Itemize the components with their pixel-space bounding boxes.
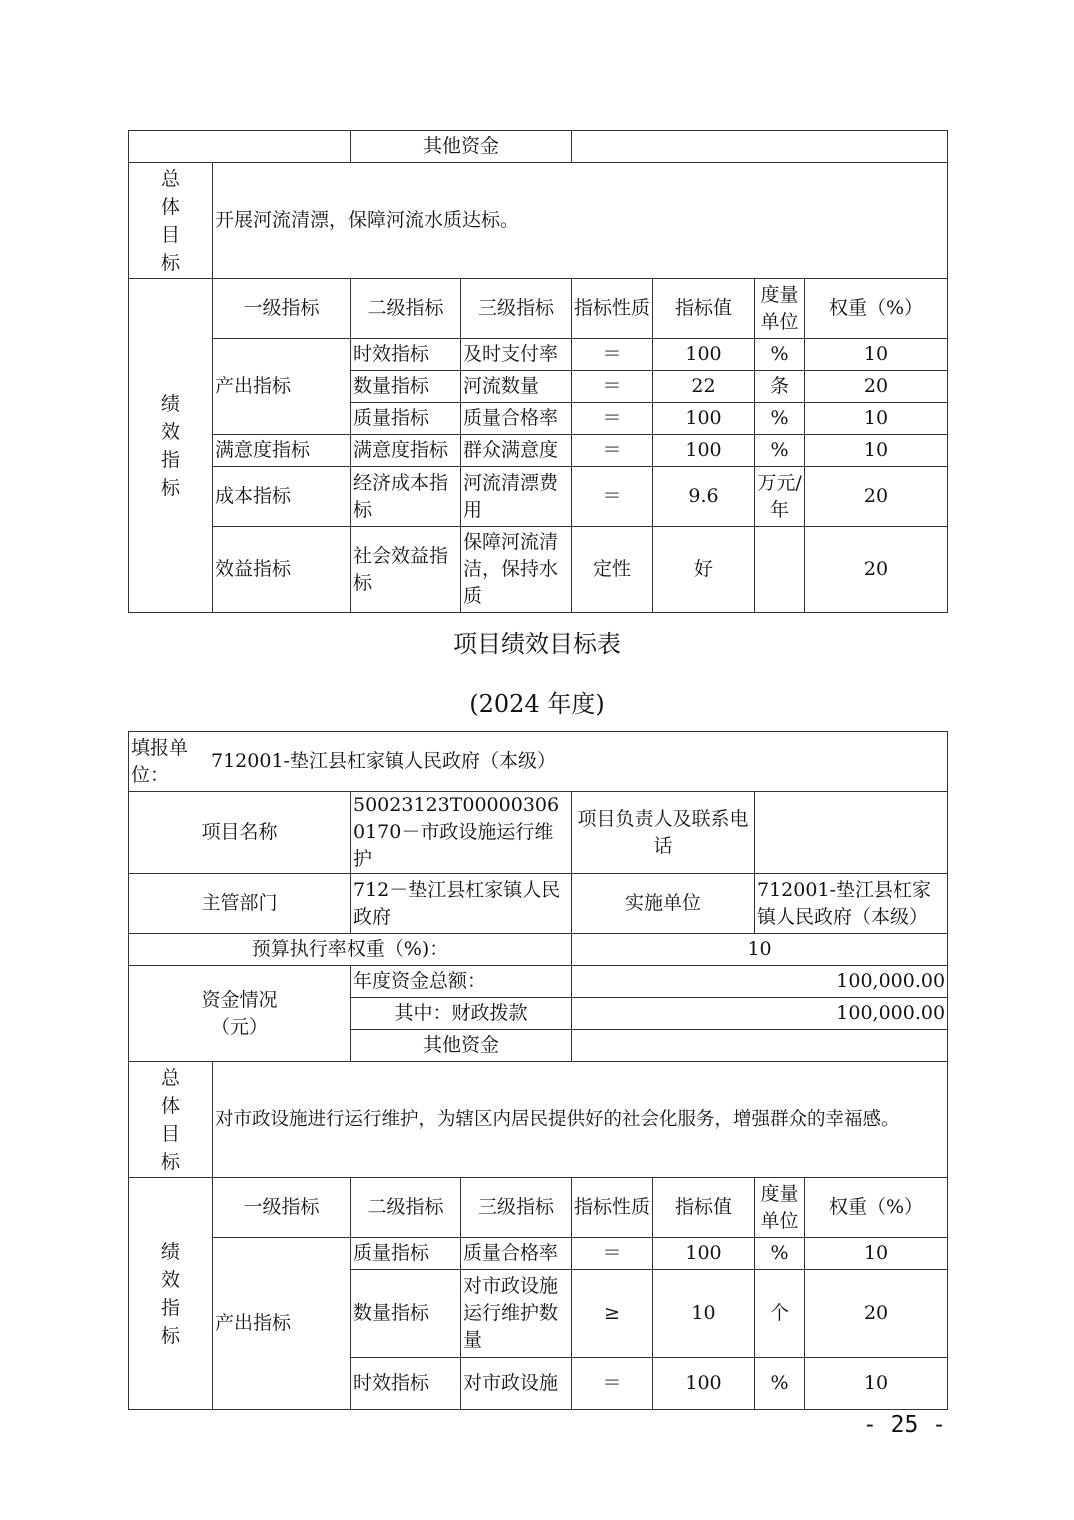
cell-nature: ＝: [572, 435, 653, 467]
cell-value: 22: [653, 371, 755, 403]
perf-label-2: [129, 1178, 213, 1410]
cell-value: 100: [653, 1358, 755, 1410]
table-row: [129, 1238, 948, 1270]
cell-l3: 及时支付率: [461, 339, 572, 371]
header-l2: 二级指标: [351, 279, 461, 339]
cell-weight: 20: [805, 527, 948, 613]
header-value: 指标值: [653, 279, 755, 339]
cell-value: 100: [653, 339, 755, 371]
annual-total-label: 年度资金总额：: [351, 966, 572, 998]
fill-unit-row: [129, 732, 948, 792]
fiscal-label: 其中：财政拨款: [351, 998, 572, 1030]
other-funds-value-2: [572, 1030, 948, 1062]
impl-label: 实施单位: [572, 874, 755, 934]
table-row: [129, 435, 948, 467]
cell-nature: ＝: [572, 1238, 653, 1270]
cell-l2: 质量指标: [351, 403, 461, 435]
perf-label: [129, 279, 213, 613]
other-funds-label: 其他资金: [351, 131, 572, 163]
cell-value: 100: [653, 435, 755, 467]
blank-cell: [129, 131, 351, 163]
cell-l1: 满意度指标: [213, 435, 351, 467]
cell-weight: 10: [805, 435, 948, 467]
cell-unit: %: [755, 1358, 805, 1410]
cell-l2: 满意度指标: [351, 435, 461, 467]
cell-value: 10: [653, 1270, 755, 1358]
cell-weight: 20: [805, 1270, 948, 1358]
header-weight: 权重（%）: [805, 279, 948, 339]
funds-label-text: 资金情况 （元）: [201, 988, 278, 1038]
header-unit: 度量单位: [755, 1178, 805, 1238]
cell-l3: 河流清漂费用: [461, 467, 572, 527]
header-l2: 二级指标: [351, 1178, 461, 1238]
leader-label: 项目负责人及联系电话: [572, 792, 755, 874]
overall-goal-label-2: [129, 1062, 213, 1178]
page-title: 项目绩效目标表: [453, 630, 621, 658]
cell-value: 100: [653, 1238, 755, 1270]
dept-label: 主管部门: [129, 874, 351, 934]
project-name-label: 项目名称: [129, 792, 351, 874]
cell-nature: ≥: [572, 1270, 653, 1358]
cell-unit: 条: [755, 371, 805, 403]
cell-nature: ＝: [572, 339, 653, 371]
cell-weight: 20: [805, 371, 948, 403]
cell-nature: ＝: [572, 1358, 653, 1410]
cell-l3: 河流数量: [461, 371, 572, 403]
header-nature: 指标性质: [572, 279, 653, 339]
table-row: [129, 467, 948, 527]
leader-value: [755, 792, 948, 874]
cell-unit: %: [755, 403, 805, 435]
cell-weight: 10: [805, 339, 948, 371]
annual-total-value: 100,000.00: [572, 966, 948, 998]
table-row: [129, 339, 948, 371]
cell-unit: [755, 527, 805, 613]
page-number: - 25 -: [862, 1412, 946, 1438]
cell-weight: 10: [805, 1358, 948, 1410]
perf-label-2-text: 绩 效 指 标: [160, 1240, 180, 1347]
cell-l1: 效益指标: [213, 527, 351, 613]
cell-l3: 质量合格率: [461, 403, 572, 435]
cell-nature: 定性: [572, 527, 653, 613]
cell-unit: 万元/年: [755, 467, 805, 527]
cell-weight: 10: [805, 403, 948, 435]
cell-l3: 群众满意度: [461, 435, 572, 467]
header-value: 指标值: [653, 1178, 755, 1238]
cell-l1: 产出指标: [213, 339, 351, 435]
header-l3: 三级指标: [461, 279, 572, 339]
funds-label: [129, 966, 351, 1062]
cell-l2: 质量指标: [351, 1238, 461, 1270]
overall-goal-text-2: 对市政设施进行运行维护，为辖区内居民提供好的社会化服务，增强群众的幸福感。: [213, 1062, 948, 1178]
cell-value: 100: [653, 403, 755, 435]
other-funds-label-2: 其他资金: [351, 1030, 572, 1062]
header-nature: 指标性质: [572, 1178, 653, 1238]
cell-l1: 产出指标: [213, 1238, 351, 1410]
fiscal-value: 100,000.00: [572, 998, 948, 1030]
other-funds-value: [572, 131, 948, 163]
budget-rate-label: 预算执行率权重（%)：: [129, 934, 572, 966]
impl-value: 712001-垫江县杠家镇人民政府（本级）: [755, 874, 948, 934]
header-l1: 一级指标: [213, 1178, 351, 1238]
cell-unit: %: [755, 339, 805, 371]
cell-nature: ＝: [572, 467, 653, 527]
cell-l3: 对市政设施: [461, 1358, 572, 1410]
cell-l2: 时效指标: [351, 339, 461, 371]
cell-value: 好: [653, 527, 755, 613]
fill-unit-label: 填报单位：: [131, 736, 189, 786]
performance-table-2: [128, 731, 948, 1410]
header-weight: 权重（%）: [805, 1178, 948, 1238]
cell-nature: ＝: [572, 371, 653, 403]
cell-nature: ＝: [572, 403, 653, 435]
page-subtitle: (2024 年度): [469, 690, 605, 718]
overall-goal-label: [129, 163, 213, 279]
cell-weight: 10: [805, 1238, 948, 1270]
cell-l2: 社会效益指标: [351, 527, 461, 613]
cell-l2: 数量指标: [351, 1270, 461, 1358]
dept-value: 712－垫江县杠家镇人民政府: [351, 874, 572, 934]
fill-unit-value: 712001-垫江县杠家镇人民政府（本级）: [211, 750, 556, 772]
cell-unit: 个: [755, 1270, 805, 1358]
cell-l2: 经济成本指标: [351, 467, 461, 527]
header-l3: 三级指标: [461, 1178, 572, 1238]
header-l1: 一级指标: [213, 279, 351, 339]
performance-table-1: [128, 130, 948, 613]
cell-l3: 保障河流清洁，保持水质: [461, 527, 572, 613]
cell-weight: 20: [805, 467, 948, 527]
cell-l1: 成本指标: [213, 467, 351, 527]
cell-unit: %: [755, 435, 805, 467]
table-row: [129, 527, 948, 613]
cell-l3: 质量合格率: [461, 1238, 572, 1270]
overall-goal-text: 开展河流清漂，保障河流水质达标。: [213, 163, 948, 279]
overall-goal-label-2-text: 总 体 目 标: [160, 1066, 180, 1173]
header-unit: 度量单位: [755, 279, 805, 339]
cell-value: 9.6: [653, 467, 755, 527]
cell-l2: 数量指标: [351, 371, 461, 403]
cell-l3: 对市政设施运行维护数量: [461, 1270, 572, 1358]
perf-label-text: 绩 效 指 标: [160, 392, 180, 499]
budget-rate-value: 10: [572, 934, 948, 966]
cell-unit: %: [755, 1238, 805, 1270]
overall-goal-label-text: 总 体 目 标: [160, 167, 180, 274]
project-name-value: 50023123T000003060170－市政设施运行维护: [351, 792, 572, 874]
cell-l2: 时效指标: [351, 1358, 461, 1410]
